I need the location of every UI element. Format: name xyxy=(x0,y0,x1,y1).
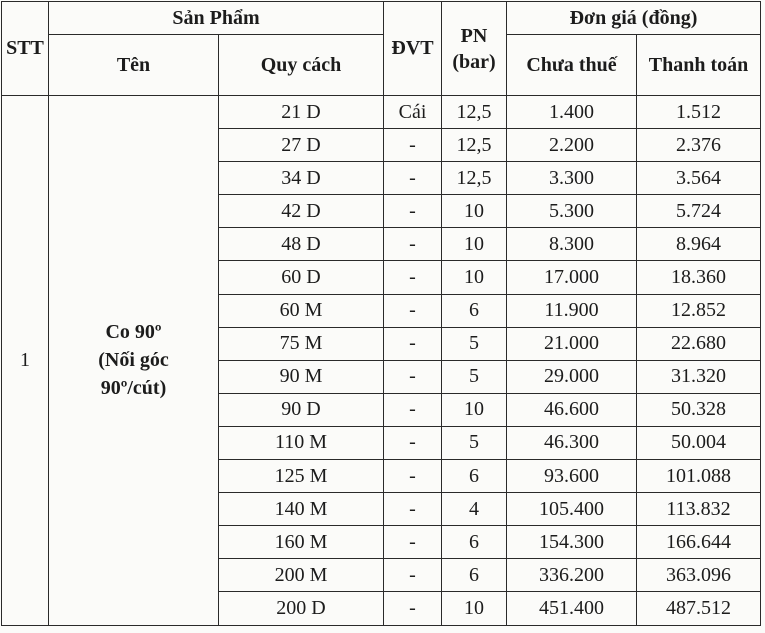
price-pre-tax-cell: 46.300 xyxy=(507,426,637,459)
price-pre-tax-cell: 29.000 xyxy=(507,360,637,393)
price-pre-tax-cell: 17.000 xyxy=(507,261,637,294)
unit-cell: - xyxy=(384,559,442,592)
spec-cell: 160 M xyxy=(219,526,384,559)
spec-cell: 90 M xyxy=(219,360,384,393)
price-payment-cell: 8.964 xyxy=(637,228,761,261)
price-pre-tax-cell: 2.200 xyxy=(507,129,637,162)
pn-cell: 10 xyxy=(442,261,507,294)
price-payment-cell: 1.512 xyxy=(637,96,761,129)
unit-cell: - xyxy=(384,526,442,559)
unit-cell: Cái xyxy=(384,96,442,129)
spec-cell: 110 M xyxy=(219,426,384,459)
unit-cell: - xyxy=(384,393,442,426)
group-name xyxy=(49,96,219,626)
pn-cell: 10 xyxy=(442,592,507,625)
price-payment-cell: 487.512 xyxy=(637,592,761,625)
pn-cell: 10 xyxy=(442,228,507,261)
spec-cell: 60 D xyxy=(219,261,384,294)
unit-cell: - xyxy=(384,195,442,228)
price-pre-tax-cell: 46.600 xyxy=(507,393,637,426)
spec-cell: 90 D xyxy=(219,393,384,426)
header-row-1 xyxy=(2,2,761,35)
spec-cell: 34 D xyxy=(219,162,384,195)
header-stt: STT xyxy=(2,2,49,96)
spec-cell: 125 M xyxy=(219,460,384,493)
price-payment-cell: 22.680 xyxy=(637,327,761,360)
header-pn xyxy=(442,2,507,96)
pn-cell: 6 xyxy=(442,294,507,327)
header-name: Tên xyxy=(49,35,219,96)
price-pre-tax-cell: 8.300 xyxy=(507,228,637,261)
group-name-line: Co 90º xyxy=(105,321,162,344)
header-pn-line1: PN xyxy=(460,24,488,47)
price-pre-tax-cell: 451.400 xyxy=(507,592,637,625)
unit-cell: - xyxy=(384,129,442,162)
pn-cell: 10 xyxy=(442,195,507,228)
unit-cell: - xyxy=(384,426,442,459)
header-price-group: Đơn giá (đồng) xyxy=(507,2,761,35)
price-payment-cell: 50.328 xyxy=(637,393,761,426)
price-payment-cell: 18.360 xyxy=(637,261,761,294)
pn-cell: 5 xyxy=(442,426,507,459)
price-payment-cell: 5.724 xyxy=(637,195,761,228)
pn-cell: 12,5 xyxy=(442,129,507,162)
price-pre-tax-cell: 336.200 xyxy=(507,559,637,592)
price-payment-cell: 101.088 xyxy=(637,460,761,493)
price-payment-cell: 31.320 xyxy=(637,360,761,393)
price-pre-tax-cell: 1.400 xyxy=(507,96,637,129)
price-payment-cell: 166.644 xyxy=(637,526,761,559)
pn-cell: 10 xyxy=(442,393,507,426)
table-body xyxy=(2,96,761,626)
spec-cell: 27 D xyxy=(219,129,384,162)
unit-cell: - xyxy=(384,360,442,393)
price-payment-cell: 2.376 xyxy=(637,129,761,162)
pn-cell: 12,5 xyxy=(442,96,507,129)
unit-cell: - xyxy=(384,261,442,294)
price-pre-tax-cell: 93.600 xyxy=(507,460,637,493)
header-row-2 xyxy=(2,35,761,96)
pn-cell: 12,5 xyxy=(442,162,507,195)
price-pre-tax-cell: 3.300 xyxy=(507,162,637,195)
header-price-pre-tax: Chưa thuế xyxy=(507,35,637,96)
price-payment-cell: 50.004 xyxy=(637,426,761,459)
price-pre-tax-cell: 11.900 xyxy=(507,294,637,327)
unit-cell: - xyxy=(384,592,442,625)
price-payment-cell: 3.564 xyxy=(637,162,761,195)
group-name-line: 90º/cút) xyxy=(100,377,167,400)
pn-cell: 5 xyxy=(442,360,507,393)
unit-cell: - xyxy=(384,162,442,195)
pn-cell: 4 xyxy=(442,493,507,526)
unit-cell: - xyxy=(384,228,442,261)
header-unit: ĐVT xyxy=(384,2,442,96)
unit-cell: - xyxy=(384,493,442,526)
unit-cell: - xyxy=(384,460,442,493)
spec-cell: 140 M xyxy=(219,493,384,526)
spec-cell: 200 D xyxy=(219,592,384,625)
pn-cell: 6 xyxy=(442,460,507,493)
table-row xyxy=(2,96,761,129)
unit-cell: - xyxy=(384,327,442,360)
price-pre-tax-cell: 154.300 xyxy=(507,526,637,559)
group-stt: 1 xyxy=(2,96,49,626)
spec-cell: 60 M xyxy=(219,294,384,327)
spec-cell: 21 D xyxy=(219,96,384,129)
group-name-line: (Nối góc xyxy=(98,349,169,372)
pn-cell: 6 xyxy=(442,526,507,559)
header-product-group: Sản Phẩm xyxy=(49,2,384,35)
spec-cell: 48 D xyxy=(219,228,384,261)
price-payment-cell: 12.852 xyxy=(637,294,761,327)
price-pre-tax-cell: 5.300 xyxy=(507,195,637,228)
spec-cell: 200 M xyxy=(219,559,384,592)
unit-cell: - xyxy=(384,294,442,327)
pn-cell: 6 xyxy=(442,559,507,592)
price-pre-tax-cell: 21.000 xyxy=(507,327,637,360)
header-price-payment: Thanh toán xyxy=(637,35,761,96)
header-pn-line2: (bar) xyxy=(452,50,496,73)
spec-cell: 75 M xyxy=(219,327,384,360)
price-table xyxy=(1,1,761,626)
spec-cell: 42 D xyxy=(219,195,384,228)
pn-cell: 5 xyxy=(442,327,507,360)
header-spec: Quy cách xyxy=(219,35,384,96)
price-payment-cell: 363.096 xyxy=(637,559,761,592)
price-payment-cell: 113.832 xyxy=(637,493,761,526)
price-pre-tax-cell: 105.400 xyxy=(507,493,637,526)
